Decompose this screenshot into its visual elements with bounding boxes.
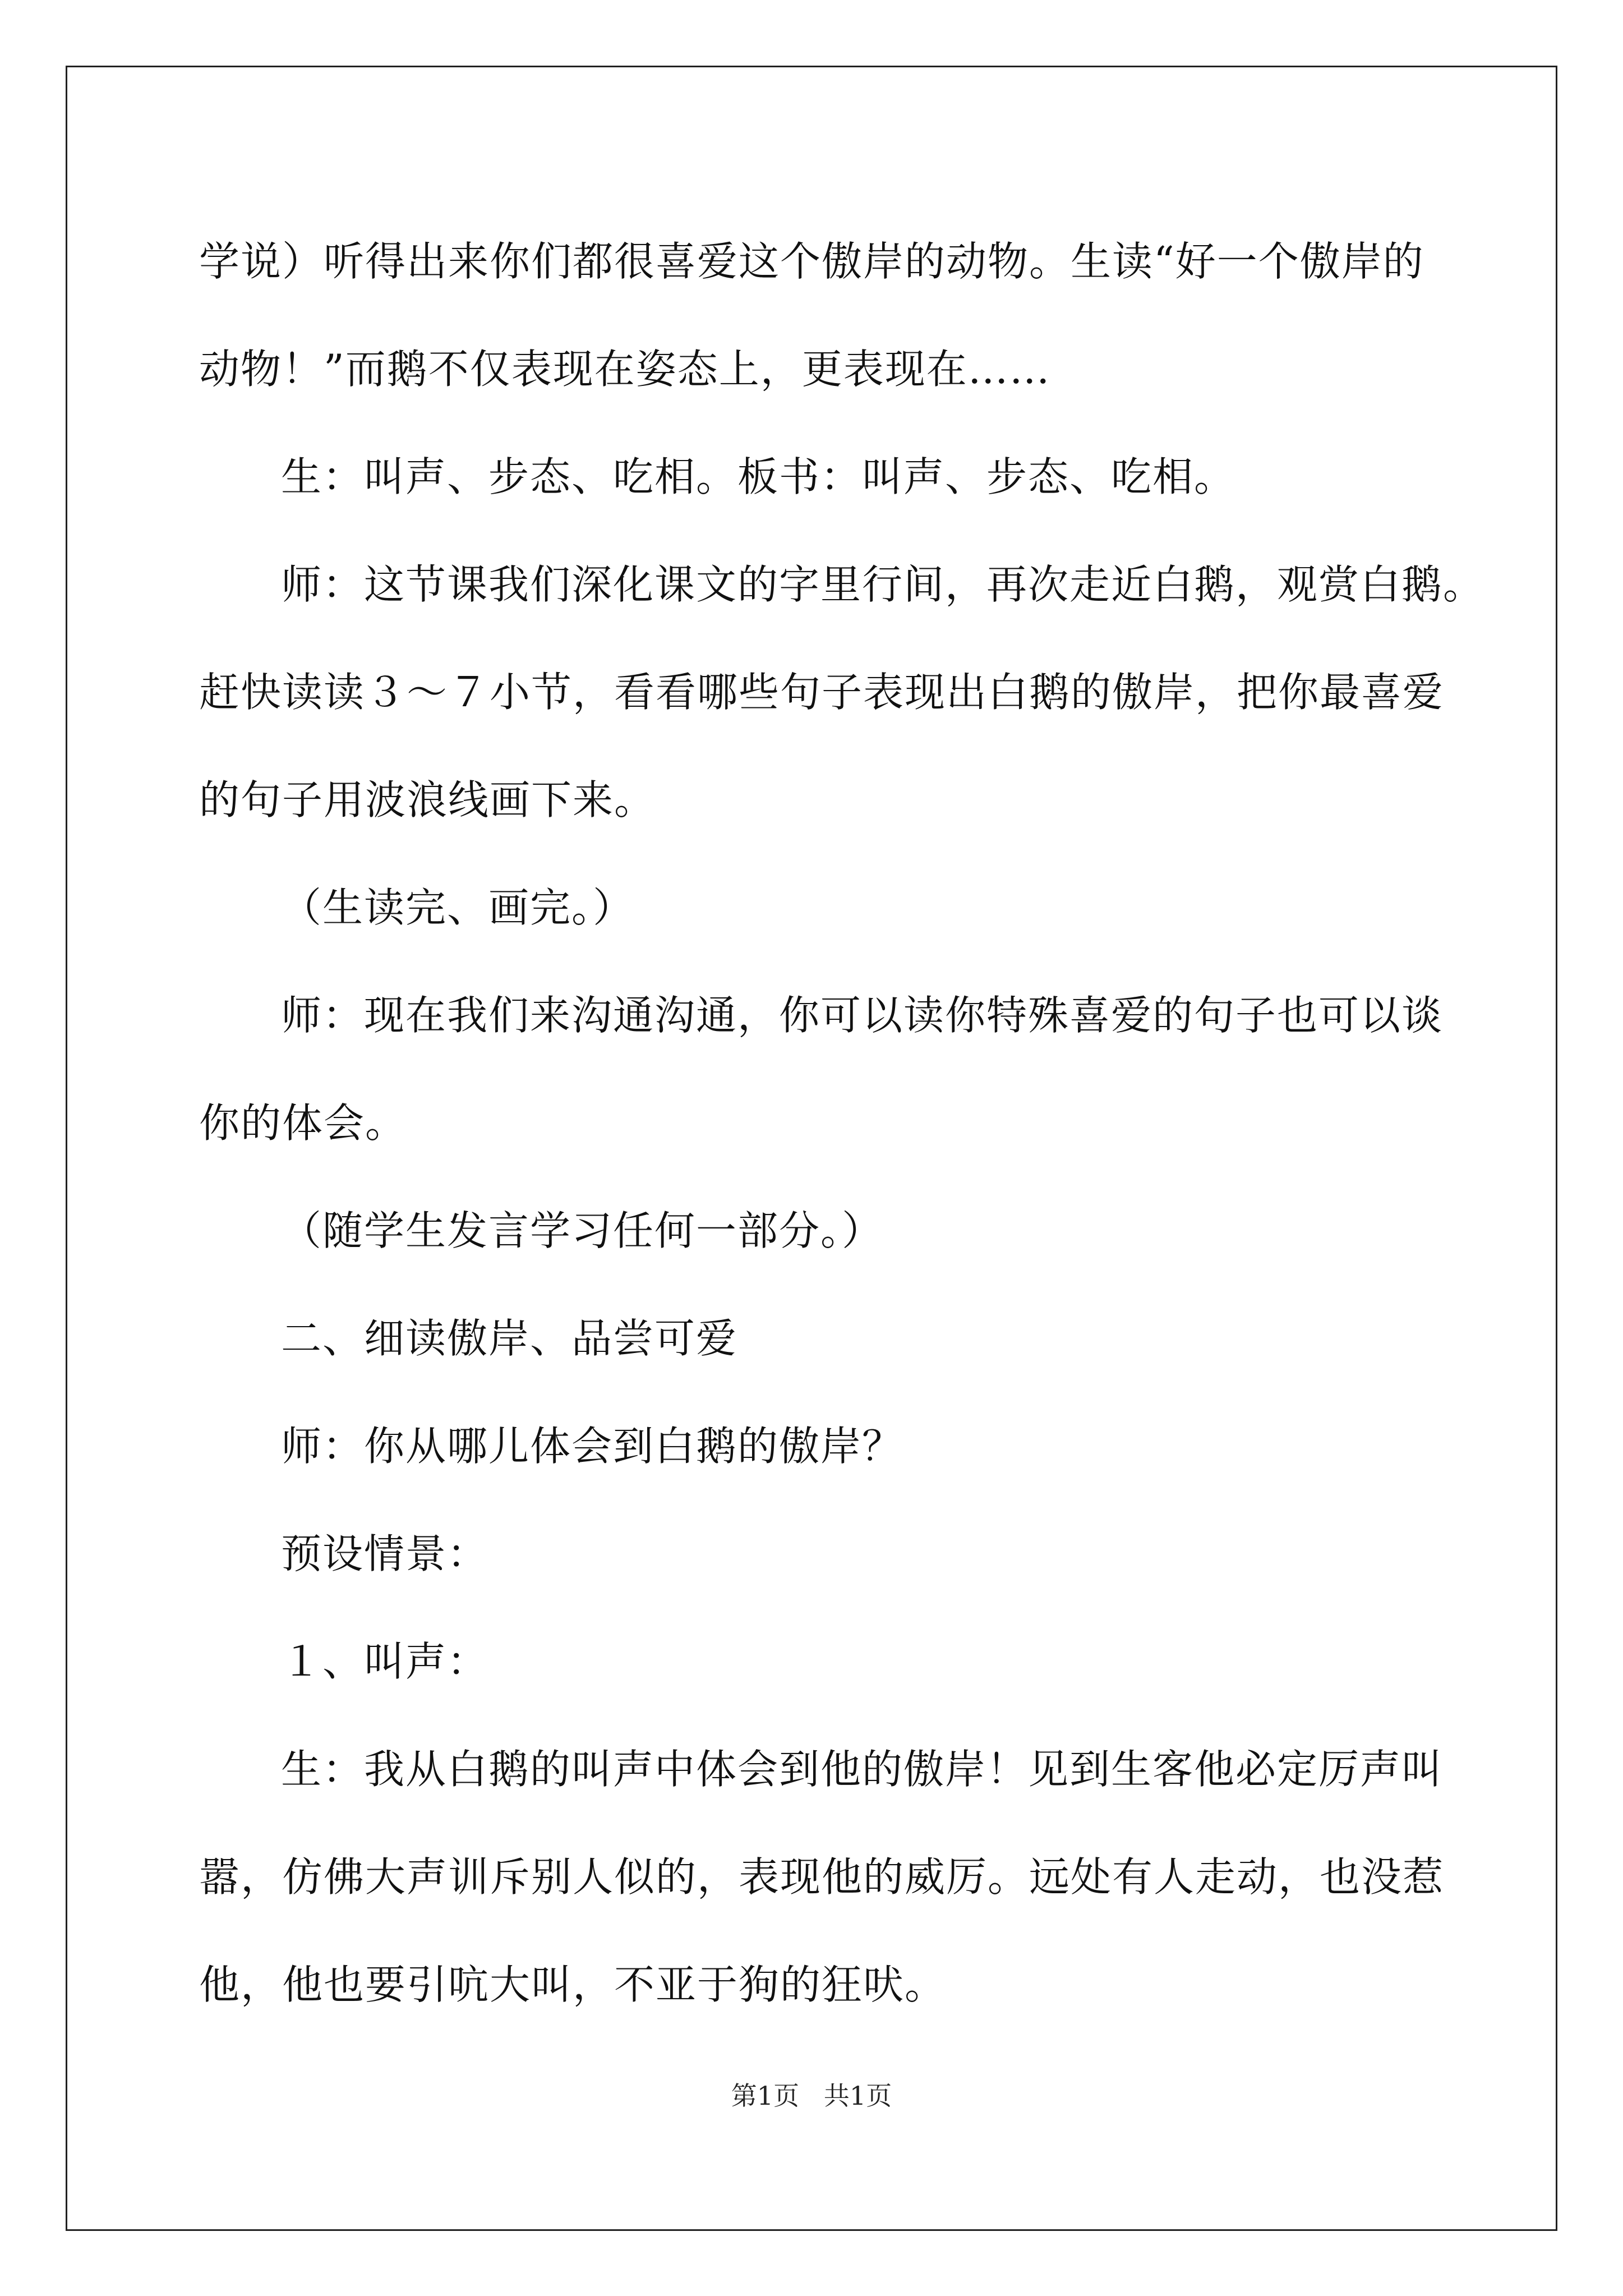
paragraph-line: （随学生发言学习任何一部分。） (281, 1207, 884, 1254)
page-footer: 第1页 共1页 (731, 2081, 892, 2111)
paragraph-line: （生读完、画完。） (281, 884, 635, 931)
text-line: 的句子用波浪线画下来。 (199, 776, 656, 823)
text-line: 嚣，仿佛大声训斥别人似的，表现他的威厉。远处有人走动，也没惹 (199, 1853, 1445, 1901)
paragraph-line: 生：叫声、步态、吃相。板书：叫声、步态、吃相。 (281, 453, 1236, 500)
text-line: 你的体会。 (199, 1099, 407, 1147)
paragraph-line: 生：我从白鹅的叫声中体会到他的傲岸！见到生客他必定厉声叫 (281, 1746, 1444, 1793)
subsection-heading: １、叫声： (281, 1638, 489, 1685)
paragraph-line: 师：这节课我们深化课文的字里行间，再次走近白鹅，观赏白鹅。 (281, 561, 1485, 608)
text-line: 赶快读读３～７小节，看看哪些句子表现出白鹅的傲岸，把你最喜爱 (199, 669, 1445, 716)
document-body (199, 208, 1485, 2039)
section-heading: 二、细读傲岸、品尝可爱 (281, 1315, 738, 1362)
paragraph-line: 预设情景： (281, 1530, 489, 1577)
text-line: 动物！”而鹅不仅表现在姿态上，更表现在…… (199, 346, 1051, 393)
text-line: 学说）听得出来你们都很喜爱这个傲岸的动物。生读“好一个傲岸的 (199, 238, 1424, 285)
text-line: 他，他也要引吭大叫，不亚于狗的狂吠。 (199, 1961, 947, 2008)
paragraph-line: 师：现在我们来沟通沟通，你可以读你特殊喜爱的句子也可以谈 (281, 992, 1444, 1039)
paragraph-line: 师：你从哪儿体会到白鹅的傲岸？ (281, 1423, 904, 1470)
